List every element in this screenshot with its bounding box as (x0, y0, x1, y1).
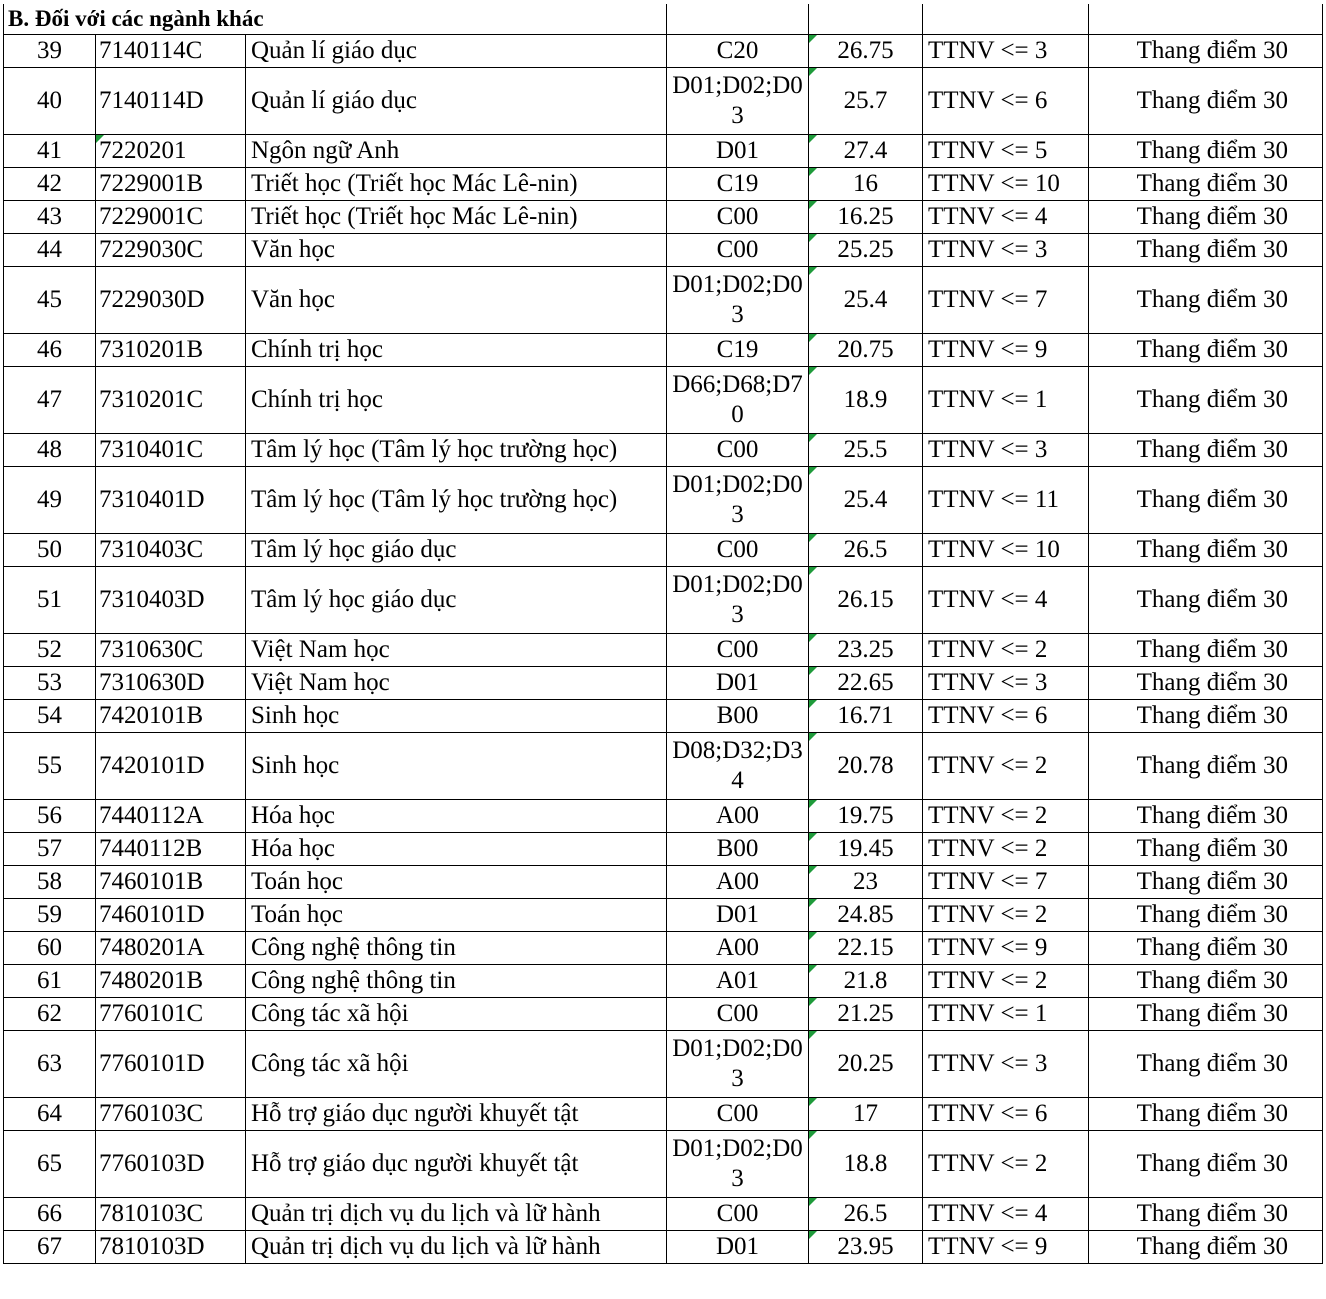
major-code-cell[interactable]: 7220201 (96, 135, 246, 168)
major-name-cell[interactable]: Toán học (246, 866, 667, 899)
subject-combination-cell[interactable]: A00 (667, 932, 809, 965)
major-code-cell[interactable]: 7810103C (96, 1198, 246, 1231)
table-row (4, 367, 1323, 434)
table-row (4, 1198, 1323, 1231)
cutoff-score-cell[interactable]: 26.15 (809, 567, 923, 634)
row-number-cell[interactable]: 45 (4, 267, 96, 334)
cutoff-score-cell[interactable]: 23.95 (809, 1231, 923, 1264)
subject-combination-cell[interactable]: C00 (667, 534, 809, 567)
cutoff-score-cell[interactable]: 25.5 (809, 434, 923, 467)
major-code-cell[interactable]: 7420101B (96, 700, 246, 733)
major-code-cell[interactable]: 7310403C (96, 534, 246, 567)
preference-order-cell[interactable]: TTNV <= 4 (923, 201, 1089, 234)
row-number-cell[interactable]: 54 (4, 700, 96, 733)
cell-warning-indicator-icon (809, 899, 817, 907)
cutoff-score-cell[interactable]: 26.75 (809, 35, 923, 68)
table-row (4, 1098, 1323, 1131)
table-row (4, 168, 1323, 201)
major-name-cell[interactable]: Việt Nam học (246, 634, 667, 667)
cutoff-score-cell[interactable]: 27.4 (809, 135, 923, 168)
score-scale-cell[interactable]: Thang điểm 30 (1089, 168, 1323, 201)
major-code-cell[interactable]: 7229001C (96, 201, 246, 234)
major-name-cell[interactable]: Công nghệ thông tin (246, 965, 667, 998)
cutoff-score-cell[interactable]: 18.8 (809, 1131, 923, 1198)
cell-warning-indicator-icon (809, 1231, 817, 1239)
subject-combination-cell[interactable]: A00 (667, 866, 809, 899)
table-row (4, 201, 1323, 234)
cell-warning-indicator-icon (809, 334, 817, 342)
major-name-cell[interactable]: Tâm lý học giáo dục (246, 567, 667, 634)
cell-warning-indicator-icon (809, 1031, 817, 1039)
subject-combination-cell[interactable]: B00 (667, 700, 809, 733)
preference-order-cell[interactable]: TTNV <= 9 (923, 1231, 1089, 1264)
cell-warning-indicator-icon (809, 68, 817, 76)
major-code-cell[interactable]: 7229030D (96, 267, 246, 334)
cell-warning-indicator-icon (809, 1198, 817, 1206)
score-scale-cell[interactable]: Thang điểm 30 (1089, 899, 1323, 932)
cell-warning-indicator-icon (809, 467, 817, 475)
section-header-row (4, 4, 1323, 35)
score-scale-cell[interactable]: Thang điểm 30 (1089, 932, 1323, 965)
score-scale-cell[interactable]: Thang điểm 30 (1089, 800, 1323, 833)
score-scale-cell[interactable]: Thang điểm 30 (1089, 1198, 1323, 1231)
row-number-cell[interactable]: 46 (4, 334, 96, 367)
cutoff-score-cell[interactable]: 20.75 (809, 334, 923, 367)
major-name-cell[interactable]: Quản lí giáo dục (246, 68, 667, 135)
major-code-cell[interactable]: 7460101B (96, 866, 246, 899)
subject-combination-cell[interactable]: C00 (667, 1098, 809, 1131)
cell-warning-indicator-icon (809, 1131, 817, 1139)
major-name-cell[interactable]: Hóa học (246, 833, 667, 866)
score-scale-cell[interactable]: Thang điểm 30 (1089, 334, 1323, 367)
major-code-cell[interactable]: 7460101D (96, 899, 246, 932)
cutoff-score-cell[interactable]: 25.7 (809, 68, 923, 135)
score-scale-cell[interactable]: Thang điểm 30 (1089, 567, 1323, 634)
cell-warning-indicator-icon (809, 833, 817, 841)
table-row (4, 833, 1323, 866)
cutoff-score-cell[interactable]: 16 (809, 168, 923, 201)
score-scale-cell[interactable]: Thang điểm 30 (1089, 833, 1323, 866)
major-name-cell[interactable]: Toán học (246, 899, 667, 932)
subject-combination-cell[interactable]: C00 (667, 234, 809, 267)
preference-order-cell[interactable]: TTNV <= 3 (923, 35, 1089, 68)
subject-combination-cell[interactable]: D01;D02;D03 (667, 567, 809, 634)
score-scale-cell[interactable]: Thang điểm 30 (1089, 267, 1323, 334)
cutoff-score-cell[interactable]: 20.78 (809, 733, 923, 800)
row-number-cell[interactable]: 62 (4, 998, 96, 1031)
major-code-cell[interactable]: 7760103D (96, 1131, 246, 1198)
row-number-cell[interactable]: 51 (4, 567, 96, 634)
subject-combination-cell[interactable]: D01;D02;D03 (667, 68, 809, 135)
preference-order-cell[interactable]: TTNV <= 3 (923, 1031, 1089, 1098)
cutoff-score-cell[interactable]: 25.25 (809, 234, 923, 267)
table-row (4, 899, 1323, 932)
cell-warning-indicator-icon (809, 135, 817, 143)
score-scale-cell[interactable]: Thang điểm 30 (1089, 434, 1323, 467)
subject-combination-cell[interactable]: C19 (667, 168, 809, 201)
score-scale-cell[interactable]: Thang điểm 30 (1089, 866, 1323, 899)
cell-warning-indicator-icon (809, 168, 817, 176)
subject-combination-cell[interactable]: D01;D02;D03 (667, 1131, 809, 1198)
score-scale-cell[interactable]: Thang điểm 30 (1089, 1131, 1323, 1198)
row-number-cell[interactable]: 65 (4, 1131, 96, 1198)
row-number-cell[interactable]: 47 (4, 367, 96, 434)
major-name-cell[interactable]: Văn học (246, 267, 667, 334)
table-row (4, 800, 1323, 833)
major-name-cell[interactable]: Tâm lý học (Tâm lý học trường học) (246, 434, 667, 467)
preference-order-cell[interactable]: TTNV <= 2 (923, 965, 1089, 998)
row-number-cell[interactable]: 40 (4, 68, 96, 135)
preference-order-cell[interactable]: TTNV <= 6 (923, 1098, 1089, 1131)
preference-order-cell[interactable]: TTNV <= 2 (923, 833, 1089, 866)
preference-order-cell[interactable]: TTNV <= 9 (923, 334, 1089, 367)
subject-combination-cell[interactable]: D01;D02;D03 (667, 1031, 809, 1098)
major-code-cell[interactable]: 7310401D (96, 467, 246, 534)
preference-order-cell[interactable]: TTNV <= 2 (923, 733, 1089, 800)
major-code-cell[interactable]: 7140114C (96, 35, 246, 68)
major-code-cell[interactable]: 7420101D (96, 733, 246, 800)
major-name-cell[interactable]: Chính trị học (246, 334, 667, 367)
subject-combination-cell[interactable]: D01 (667, 667, 809, 700)
major-name-cell[interactable]: Quản trị dịch vụ du lịch và lữ hành (246, 1231, 667, 1264)
table-row (4, 135, 1323, 168)
table-row (4, 634, 1323, 667)
subject-combination-cell[interactable]: C00 (667, 998, 809, 1031)
cell-warning-indicator-icon (809, 35, 817, 43)
major-code-cell[interactable]: 7229030C (96, 234, 246, 267)
cell-warning-indicator-icon (809, 201, 817, 209)
cell-warning-indicator-icon (809, 965, 817, 973)
table-row (4, 234, 1323, 267)
row-number-cell[interactable]: 64 (4, 1098, 96, 1131)
table-row (4, 1231, 1323, 1264)
table-row (4, 733, 1323, 800)
score-scale-cell[interactable]: Thang điểm 30 (1089, 965, 1323, 998)
preference-order-cell[interactable]: TTNV <= 11 (923, 467, 1089, 534)
cell-warning-indicator-icon (809, 733, 817, 741)
preference-order-cell[interactable]: TTNV <= 3 (923, 667, 1089, 700)
major-code-cell[interactable]: 7229001B (96, 168, 246, 201)
row-number-cell[interactable]: 50 (4, 534, 96, 567)
subject-combination-cell[interactable]: C20 (667, 35, 809, 68)
major-code-cell[interactable]: 7760101D (96, 1031, 246, 1098)
cutoff-score-cell[interactable]: 16.71 (809, 700, 923, 733)
major-code-cell[interactable]: 7310201C (96, 367, 246, 434)
major-name-cell[interactable]: Công nghệ thông tin (246, 932, 667, 965)
row-number-cell[interactable]: 42 (4, 168, 96, 201)
cell-warning-indicator-icon (809, 367, 817, 375)
preference-order-cell[interactable]: TTNV <= 1 (923, 367, 1089, 434)
preference-order-cell[interactable]: TTNV <= 4 (923, 567, 1089, 634)
major-name-cell[interactable]: Hỗ trợ giáo dục người khuyết tật (246, 1098, 667, 1131)
major-name-cell[interactable]: Tâm lý học giáo dục (246, 534, 667, 567)
table-row (4, 267, 1323, 334)
cutoff-score-cell[interactable]: 26.5 (809, 534, 923, 567)
score-scale-cell[interactable]: Thang điểm 30 (1089, 1231, 1323, 1264)
cutoff-score-cell[interactable]: 25.4 (809, 267, 923, 334)
major-code-cell[interactable]: 7310630D (96, 667, 246, 700)
score-scale-cell[interactable]: Thang điểm 30 (1089, 733, 1323, 800)
cutoff-score-cell[interactable]: 23.25 (809, 634, 923, 667)
score-scale-cell[interactable]: Thang điểm 30 (1089, 700, 1323, 733)
major-code-cell[interactable]: 7310401C (96, 434, 246, 467)
score-scale-cell[interactable]: Thang điểm 30 (1089, 201, 1323, 234)
cutoff-score-cell[interactable]: 22.15 (809, 932, 923, 965)
cutoff-score-cell[interactable]: 20.25 (809, 1031, 923, 1098)
cell-warning-indicator-icon (809, 998, 817, 1006)
subject-combination-cell[interactable]: D08;D32;D34 (667, 733, 809, 800)
preference-order-cell[interactable]: TTNV <= 3 (923, 234, 1089, 267)
subject-combination-cell[interactable]: D01;D02;D03 (667, 267, 809, 334)
major-name-cell[interactable]: Triết học (Triết học Mác Lê-nin) (246, 201, 667, 234)
cutoff-score-cell[interactable]: 21.25 (809, 998, 923, 1031)
subject-combination-cell[interactable]: C00 (667, 201, 809, 234)
major-code-cell[interactable]: 7760103C (96, 1098, 246, 1131)
preference-order-cell[interactable]: TTNV <= 10 (923, 534, 1089, 567)
cutoff-score-cell[interactable]: 24.85 (809, 899, 923, 932)
score-scale-cell[interactable]: Thang điểm 30 (1089, 467, 1323, 534)
empty-cell[interactable] (667, 4, 809, 35)
major-name-cell[interactable]: Hỗ trợ giáo dục người khuyết tật (246, 1131, 667, 1198)
subject-combination-cell[interactable]: B00 (667, 833, 809, 866)
cell-warning-indicator-icon (96, 135, 104, 143)
cell-warning-indicator-icon (809, 434, 817, 442)
empty-cell[interactable] (809, 4, 923, 35)
subject-combination-cell[interactable]: D01 (667, 1231, 809, 1264)
table-row (4, 35, 1323, 68)
major-code-cell[interactable]: 7810103D (96, 1231, 246, 1264)
major-name-cell[interactable]: Quản trị dịch vụ du lịch và lữ hành (246, 1198, 667, 1231)
subject-combination-cell[interactable]: C19 (667, 334, 809, 367)
subject-combination-cell[interactable]: D01;D02;D03 (667, 467, 809, 534)
table-row (4, 866, 1323, 899)
cutoff-score-cell[interactable]: 19.75 (809, 800, 923, 833)
cell-warning-indicator-icon (809, 534, 817, 542)
table-row (4, 965, 1323, 998)
cutoff-score-cell[interactable]: 22.65 (809, 667, 923, 700)
row-number-cell[interactable]: 44 (4, 234, 96, 267)
major-name-cell[interactable]: Hóa học (246, 800, 667, 833)
score-scale-cell[interactable]: Thang điểm 30 (1089, 998, 1323, 1031)
preference-order-cell[interactable]: TTNV <= 2 (923, 899, 1089, 932)
major-code-cell[interactable]: 7760101C (96, 998, 246, 1031)
row-number-cell[interactable]: 59 (4, 899, 96, 932)
cutoff-score-cell[interactable]: 16.25 (809, 201, 923, 234)
preference-order-cell[interactable]: TTNV <= 2 (923, 800, 1089, 833)
row-number-cell[interactable]: 43 (4, 201, 96, 234)
major-name-cell[interactable]: Công tác xã hội (246, 1031, 667, 1098)
major-code-cell[interactable]: 7310403D (96, 567, 246, 634)
subject-combination-cell[interactable]: A00 (667, 800, 809, 833)
major-code-cell[interactable]: 7310201B (96, 334, 246, 367)
table-body (4, 4, 1323, 1264)
major-name-cell[interactable]: Công tác xã hội (246, 998, 667, 1031)
major-name-cell[interactable]: Việt Nam học (246, 667, 667, 700)
row-number-cell[interactable]: 39 (4, 35, 96, 68)
empty-cell[interactable] (923, 4, 1089, 35)
score-scale-cell[interactable]: Thang điểm 30 (1089, 135, 1323, 168)
preference-order-cell[interactable]: TTNV <= 4 (923, 1198, 1089, 1231)
score-scale-cell[interactable]: Thang điểm 30 (1089, 68, 1323, 135)
score-scale-cell[interactable]: Thang điểm 30 (1089, 1098, 1323, 1131)
row-number-cell[interactable]: 56 (4, 800, 96, 833)
cutoff-score-cell[interactable]: 19.45 (809, 833, 923, 866)
preference-order-cell[interactable]: TTNV <= 3 (923, 434, 1089, 467)
subject-combination-cell[interactable]: D01 (667, 135, 809, 168)
cell-warning-indicator-icon (809, 567, 817, 575)
section-title[interactable]: B. Đối với các ngành khác (4, 4, 667, 35)
score-scale-cell[interactable]: Thang điểm 30 (1089, 35, 1323, 68)
subject-combination-cell[interactable]: C00 (667, 434, 809, 467)
preference-order-cell[interactable]: TTNV <= 5 (923, 135, 1089, 168)
empty-cell[interactable] (1089, 4, 1323, 35)
preference-order-cell[interactable]: TTNV <= 7 (923, 267, 1089, 334)
subject-combination-cell[interactable]: A01 (667, 965, 809, 998)
preference-order-cell[interactable]: TTNV <= 1 (923, 998, 1089, 1031)
table-row (4, 68, 1323, 135)
cell-warning-indicator-icon (809, 1098, 817, 1106)
cell-warning-indicator-icon (809, 667, 817, 675)
major-name-cell[interactable]: Sinh học (246, 733, 667, 800)
table-row (4, 700, 1323, 733)
major-name-cell[interactable]: Chính trị học (246, 367, 667, 434)
score-scale-cell[interactable]: Thang điểm 30 (1089, 1031, 1323, 1098)
major-name-cell[interactable]: Văn học (246, 234, 667, 267)
cutoff-score-cell[interactable]: 26.5 (809, 1198, 923, 1231)
major-code-cell[interactable]: 7440112B (96, 833, 246, 866)
major-name-cell[interactable]: Sinh học (246, 700, 667, 733)
table-row (4, 1031, 1323, 1098)
subject-combination-cell[interactable]: D66;D68;D70 (667, 367, 809, 434)
subject-combination-cell[interactable]: C00 (667, 1198, 809, 1231)
cell-warning-indicator-icon (809, 234, 817, 242)
score-scale-cell[interactable]: Thang điểm 30 (1089, 634, 1323, 667)
major-code-cell[interactable]: 7310630C (96, 634, 246, 667)
cutoff-score-cell[interactable]: 25.4 (809, 467, 923, 534)
row-number-cell[interactable]: 55 (4, 733, 96, 800)
row-number-cell[interactable]: 67 (4, 1231, 96, 1264)
preference-order-cell[interactable]: TTNV <= 2 (923, 634, 1089, 667)
table-row (4, 1131, 1323, 1198)
cell-warning-indicator-icon (809, 800, 817, 808)
row-number-cell[interactable]: 52 (4, 634, 96, 667)
row-number-cell[interactable]: 53 (4, 667, 96, 700)
table-row (4, 667, 1323, 700)
cell-warning-indicator-icon (809, 700, 817, 708)
row-number-cell[interactable]: 58 (4, 866, 96, 899)
score-scale-cell[interactable]: Thang điểm 30 (1089, 367, 1323, 434)
row-number-cell[interactable]: 57 (4, 833, 96, 866)
major-name-cell[interactable]: Quản lí giáo dục (246, 35, 667, 68)
row-number-cell[interactable]: 48 (4, 434, 96, 467)
preference-order-cell[interactable]: TTNV <= 7 (923, 866, 1089, 899)
table-row (4, 998, 1323, 1031)
row-number-cell[interactable]: 49 (4, 467, 96, 534)
major-name-cell[interactable]: Ngôn ngữ Anh (246, 135, 667, 168)
row-number-cell[interactable]: 41 (4, 135, 96, 168)
major-code-cell[interactable]: 7480201A (96, 932, 246, 965)
preference-order-cell[interactable]: TTNV <= 2 (923, 1131, 1089, 1198)
score-scale-cell[interactable]: Thang điểm 30 (1089, 534, 1323, 567)
score-scale-cell[interactable]: Thang điểm 30 (1089, 667, 1323, 700)
subject-combination-cell[interactable]: D01 (667, 899, 809, 932)
row-number-cell[interactable]: 63 (4, 1031, 96, 1098)
table-row (4, 434, 1323, 467)
cutoff-score-cell[interactable]: 23 (809, 866, 923, 899)
table-row (4, 467, 1323, 534)
preference-order-cell[interactable]: TTNV <= 10 (923, 168, 1089, 201)
table-row (4, 932, 1323, 965)
cutoff-score-cell[interactable]: 18.9 (809, 367, 923, 434)
subject-combination-cell[interactable]: C00 (667, 634, 809, 667)
table-row (4, 334, 1323, 367)
major-name-cell[interactable]: Tâm lý học (Tâm lý học trường học) (246, 467, 667, 534)
major-code-cell[interactable]: 7140114D (96, 68, 246, 135)
row-number-cell[interactable]: 66 (4, 1198, 96, 1231)
cell-warning-indicator-icon (809, 866, 817, 874)
preference-order-cell[interactable]: TTNV <= 9 (923, 932, 1089, 965)
row-number-cell[interactable]: 60 (4, 932, 96, 965)
cutoff-score-cell[interactable]: 17 (809, 1098, 923, 1131)
cell-warning-indicator-icon (809, 932, 817, 940)
preference-order-cell[interactable]: TTNV <= 6 (923, 700, 1089, 733)
preference-order-cell[interactable]: TTNV <= 6 (923, 68, 1089, 135)
score-scale-cell[interactable]: Thang điểm 30 (1089, 234, 1323, 267)
major-name-cell[interactable]: Triết học (Triết học Mác Lê-nin) (246, 168, 667, 201)
cell-warning-indicator-icon (809, 267, 817, 275)
table-row (4, 567, 1323, 634)
table-row (4, 534, 1323, 567)
row-number-cell[interactable]: 61 (4, 965, 96, 998)
cutoff-score-cell[interactable]: 21.8 (809, 965, 923, 998)
major-code-cell[interactable]: 7440112A (96, 800, 246, 833)
major-code-cell[interactable]: 7480201B (96, 965, 246, 998)
cell-warning-indicator-icon (809, 634, 817, 642)
admission-scores-table (3, 4, 1323, 1264)
